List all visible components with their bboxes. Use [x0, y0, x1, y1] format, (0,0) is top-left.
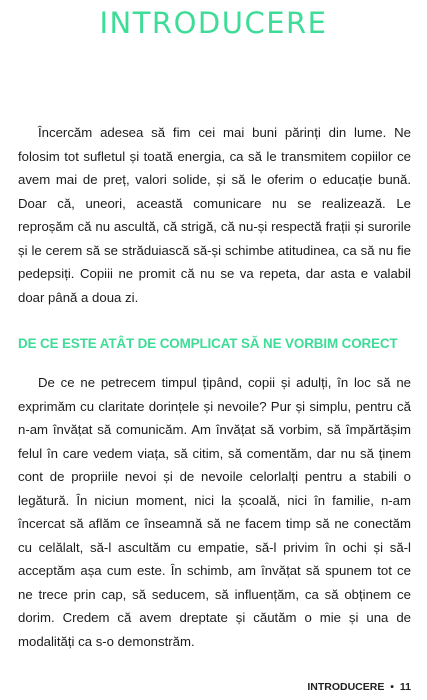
- body-paragraph: De ce ne petrecem timpul țipând, copii și adulți, în loc să ne exprimăm cu claritate dorințele și nevoile? Pur și simplu, pentru că n-am învățat să comunicăm. Am învățat să vorbim, să împărtășim felul în care vedem viața, să citim, să comentăm, dar nu să ținem cont de propriile nevoi și de nevoile celorlalți pentru a stabili o legătură. În niciun moment, nici la școală, nici în familie, n-am încercat să aflăm ce înseamnă să ne facem timp să ne conectăm cu celălalt, să-l ascultăm cu empatie, să-l privim în ochi și să-l acceptăm așa cum este. În schimb, am învățat să spunem tot ce ne trece prin cap, să seducem, să influențăm, ca să obținem ce dorim. Credem că avem dreptate și căutăm o mie și una de modalități ca s-o demonstrăm.: [18, 375, 411, 649]
- section-heading: DE CE ESTE ATÂT DE COMPLICAT SĂ NE VORBIM CORECT: [18, 336, 398, 351]
- footer-separator: •: [390, 681, 394, 693]
- intro-paragraph: Încercăm adesea să fim cei mai buni părinți din lume. Ne folosim tot sufletul și toată energia, ca să le transmitem copiilor ce avem mai de preț, valori solide, și să le oferim o educație bună. Doar că, uneori, această comunicare nu se realizează. Le reproșăm că nu ascultă, că strigă, că nu-și respectă frații și surorile și le cerem să se străduiască să-și schimbe atitudinea, ca să nu fie pedepsiți. Copiii ne promit că nu se va repeta, dar asta e valabil doar până a doua zi.: [18, 125, 411, 305]
- page-number: 11: [399, 681, 411, 693]
- page-footer: [307, 681, 411, 693]
- chapter-title: INTRODUCERE: [99, 6, 328, 40]
- running-header: INTRODUCERE: [307, 681, 385, 693]
